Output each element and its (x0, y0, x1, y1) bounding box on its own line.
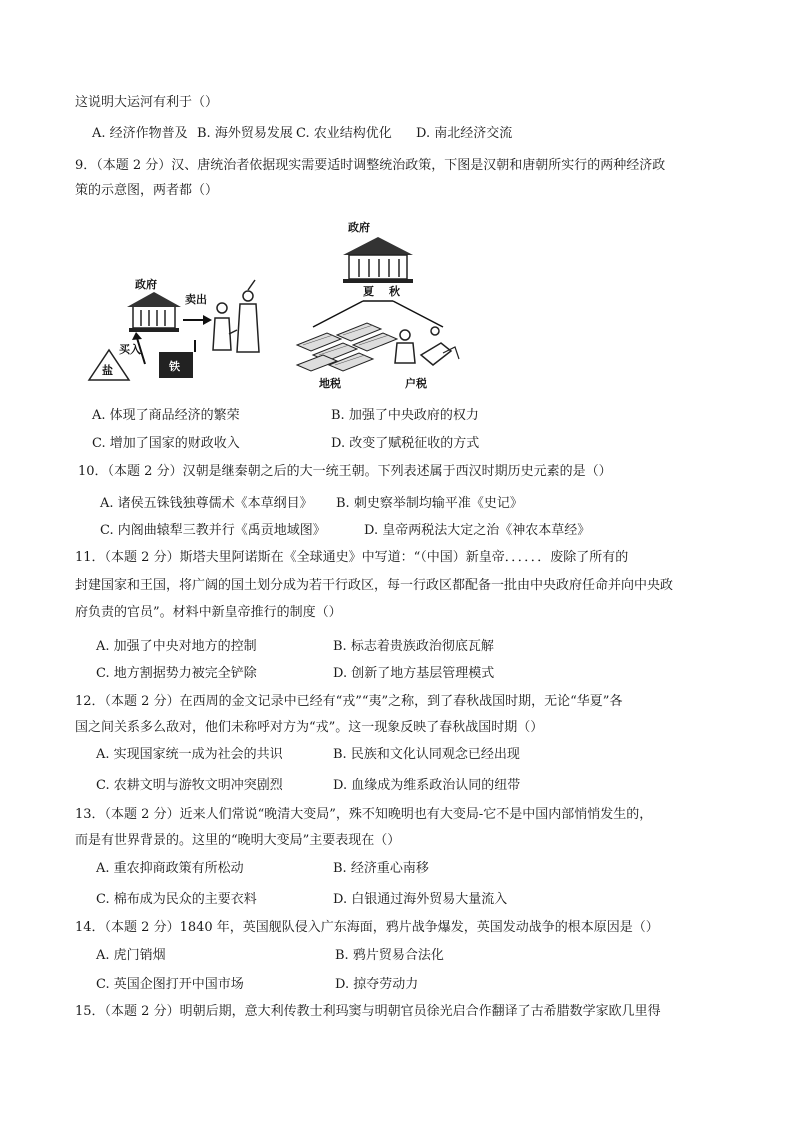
q10-stem: 10．（本题 2 分）汉朝是继秦朝之后的大一统王朝。下列表述属于西汉时期历史元素的是（） (78, 464, 612, 479)
q15-stem: 15．（本题 2 分）明朝后期，意大利传教士利玛窦与明朝官员徐光启合作翻译了古希腊数学家欧几里得 (75, 1004, 661, 1019)
q11-option-a: A. 加强了中央对地方的控制 (96, 639, 257, 654)
q8-stem-tail: 这说明大运河有利于（） (75, 95, 219, 110)
q11-stem-line-3: 府负责的官员”。材料中新皇帝推行的制度（） (75, 605, 342, 620)
q10-option-c: C. 内阁曲辕犁三教并行《禹贡地域图》 (100, 523, 326, 538)
q12-option-a: A. 实现国家统一成为社会的共识 (96, 747, 283, 762)
q9-option-c: C. 增加了国家的财政收入 (92, 436, 240, 451)
q11-option-b: B. 标志着贵族政治彻底瓦解 (333, 639, 494, 654)
q11-option-c: C. 地方割据势力被完全铲除 (96, 666, 257, 681)
han-salt-iron-figure (85, 270, 285, 395)
q14-option-b: B. 鸦片贸易合法化 (335, 948, 444, 963)
han-sell-label: 卖出 (185, 293, 207, 306)
q14-stem: 14．（本题 2 分）1840 年，英国舰队侵入广东海面，鸦片战争爆发，英国发动战争的根本原因是（） (75, 920, 659, 935)
tang-summer-label: 夏 (363, 285, 374, 298)
q12-stem-line-1: 12．（本题 2 分）在西周的金文记录中已经有“戎”“夷”之称，到了春秋战国时期，无论“华夏”各 (75, 694, 623, 709)
han-salt-label: 盐 (102, 364, 113, 377)
q9-stem-line-1: 9．（本题 2 分）汉、唐统治者依据现实需要适时调整统治政策，下图是汉朝和唐朝所实行的两种经济政 (75, 158, 666, 173)
q13-option-d: D. 白银通过海外贸易大量流入 (333, 892, 508, 907)
q12-stem-line-2: 国之间关系多么敌对，他们未称呼对方为“戎”。这一现象反映了春秋战国时期（） (75, 720, 544, 735)
q11-option-d: D. 创新了地方基层管理模式 (333, 666, 495, 681)
tang-autumn-label: 秋 (389, 285, 400, 298)
q12-option-b: B. 民族和文化认同观念已经出现 (333, 747, 520, 762)
q8-option-d: D. 南北经济交流 (416, 126, 513, 141)
q9-stem-line-2: 策的示意图，两者都（） (75, 183, 219, 198)
q10-option-d: D. 皇帝两税法大定之治《神农本草经》 (364, 523, 591, 538)
tang-household-tax-label: 户税 (405, 377, 427, 390)
q11-stem-line-2: 封建国家和王国，将广阔的国土划分成为若干行政区，每一行政区都配备一批由中央政府任命并向中央政 (75, 578, 674, 593)
q9-option-b: B. 加强了中央政府的权力 (331, 408, 479, 423)
q8-option-c: C. 农业结构优化 (296, 126, 392, 141)
q9-option-d: D. 改变了赋税征收的方式 (331, 436, 480, 451)
q12-option-d: D. 血缘成为维系政治认同的纽带 (333, 778, 521, 793)
q13-option-b: B. 经济重心南移 (333, 861, 429, 876)
q10-option-a: A. 诸侯五铢钱独尊儒术《本草纲目》 (100, 496, 313, 511)
q9-option-a: A. 体现了商品经济的繁荣 (92, 408, 240, 423)
han-buy-label: 买入 (119, 343, 141, 356)
tang-land-tax-label: 地税 (319, 377, 341, 390)
q10-option-b: B. 刺史察举制均输平准《史记》 (336, 496, 523, 511)
q12-option-c: C. 农耕文明与游牧文明冲突剧烈 (96, 778, 283, 793)
q14-option-c: C. 英国企图打开中国市场 (96, 977, 244, 992)
han-gov-label: 政府 (135, 278, 157, 291)
q13-option-a: A. 重农抑商政策有所松动 (96, 861, 244, 876)
q13-stem-line-2: 而是有世界背景的。这里的“晚明大变局”主要表现在（） (75, 833, 401, 848)
tang-two-tax-figure (293, 215, 468, 395)
q11-stem-line-1: 11．（本题 2 分）斯塔夫里阿诺斯在《全球通史》中写道：“（中国）新皇帝．．．．．．废除了所有的 (75, 550, 629, 565)
q14-option-a: A. 虎门销烟 (96, 948, 166, 963)
q14-option-d: D. 掠夺劳动力 (335, 977, 419, 992)
han-iron-label: 铁 (169, 360, 180, 373)
q8-option-a: A. 经济作物普及 (92, 126, 188, 141)
tang-gov-label: 政府 (348, 221, 370, 234)
q13-stem-line-1: 13．（本题 2 分）近来人们常说“晚清大变局”，殊不知晚明也有大变局-它不是中国内部悄悄发生的， (75, 807, 653, 822)
q13-option-c: C. 棉布成为民众的主要衣料 (96, 892, 257, 907)
q8-option-b: B. 海外贸易发展 (197, 126, 293, 141)
